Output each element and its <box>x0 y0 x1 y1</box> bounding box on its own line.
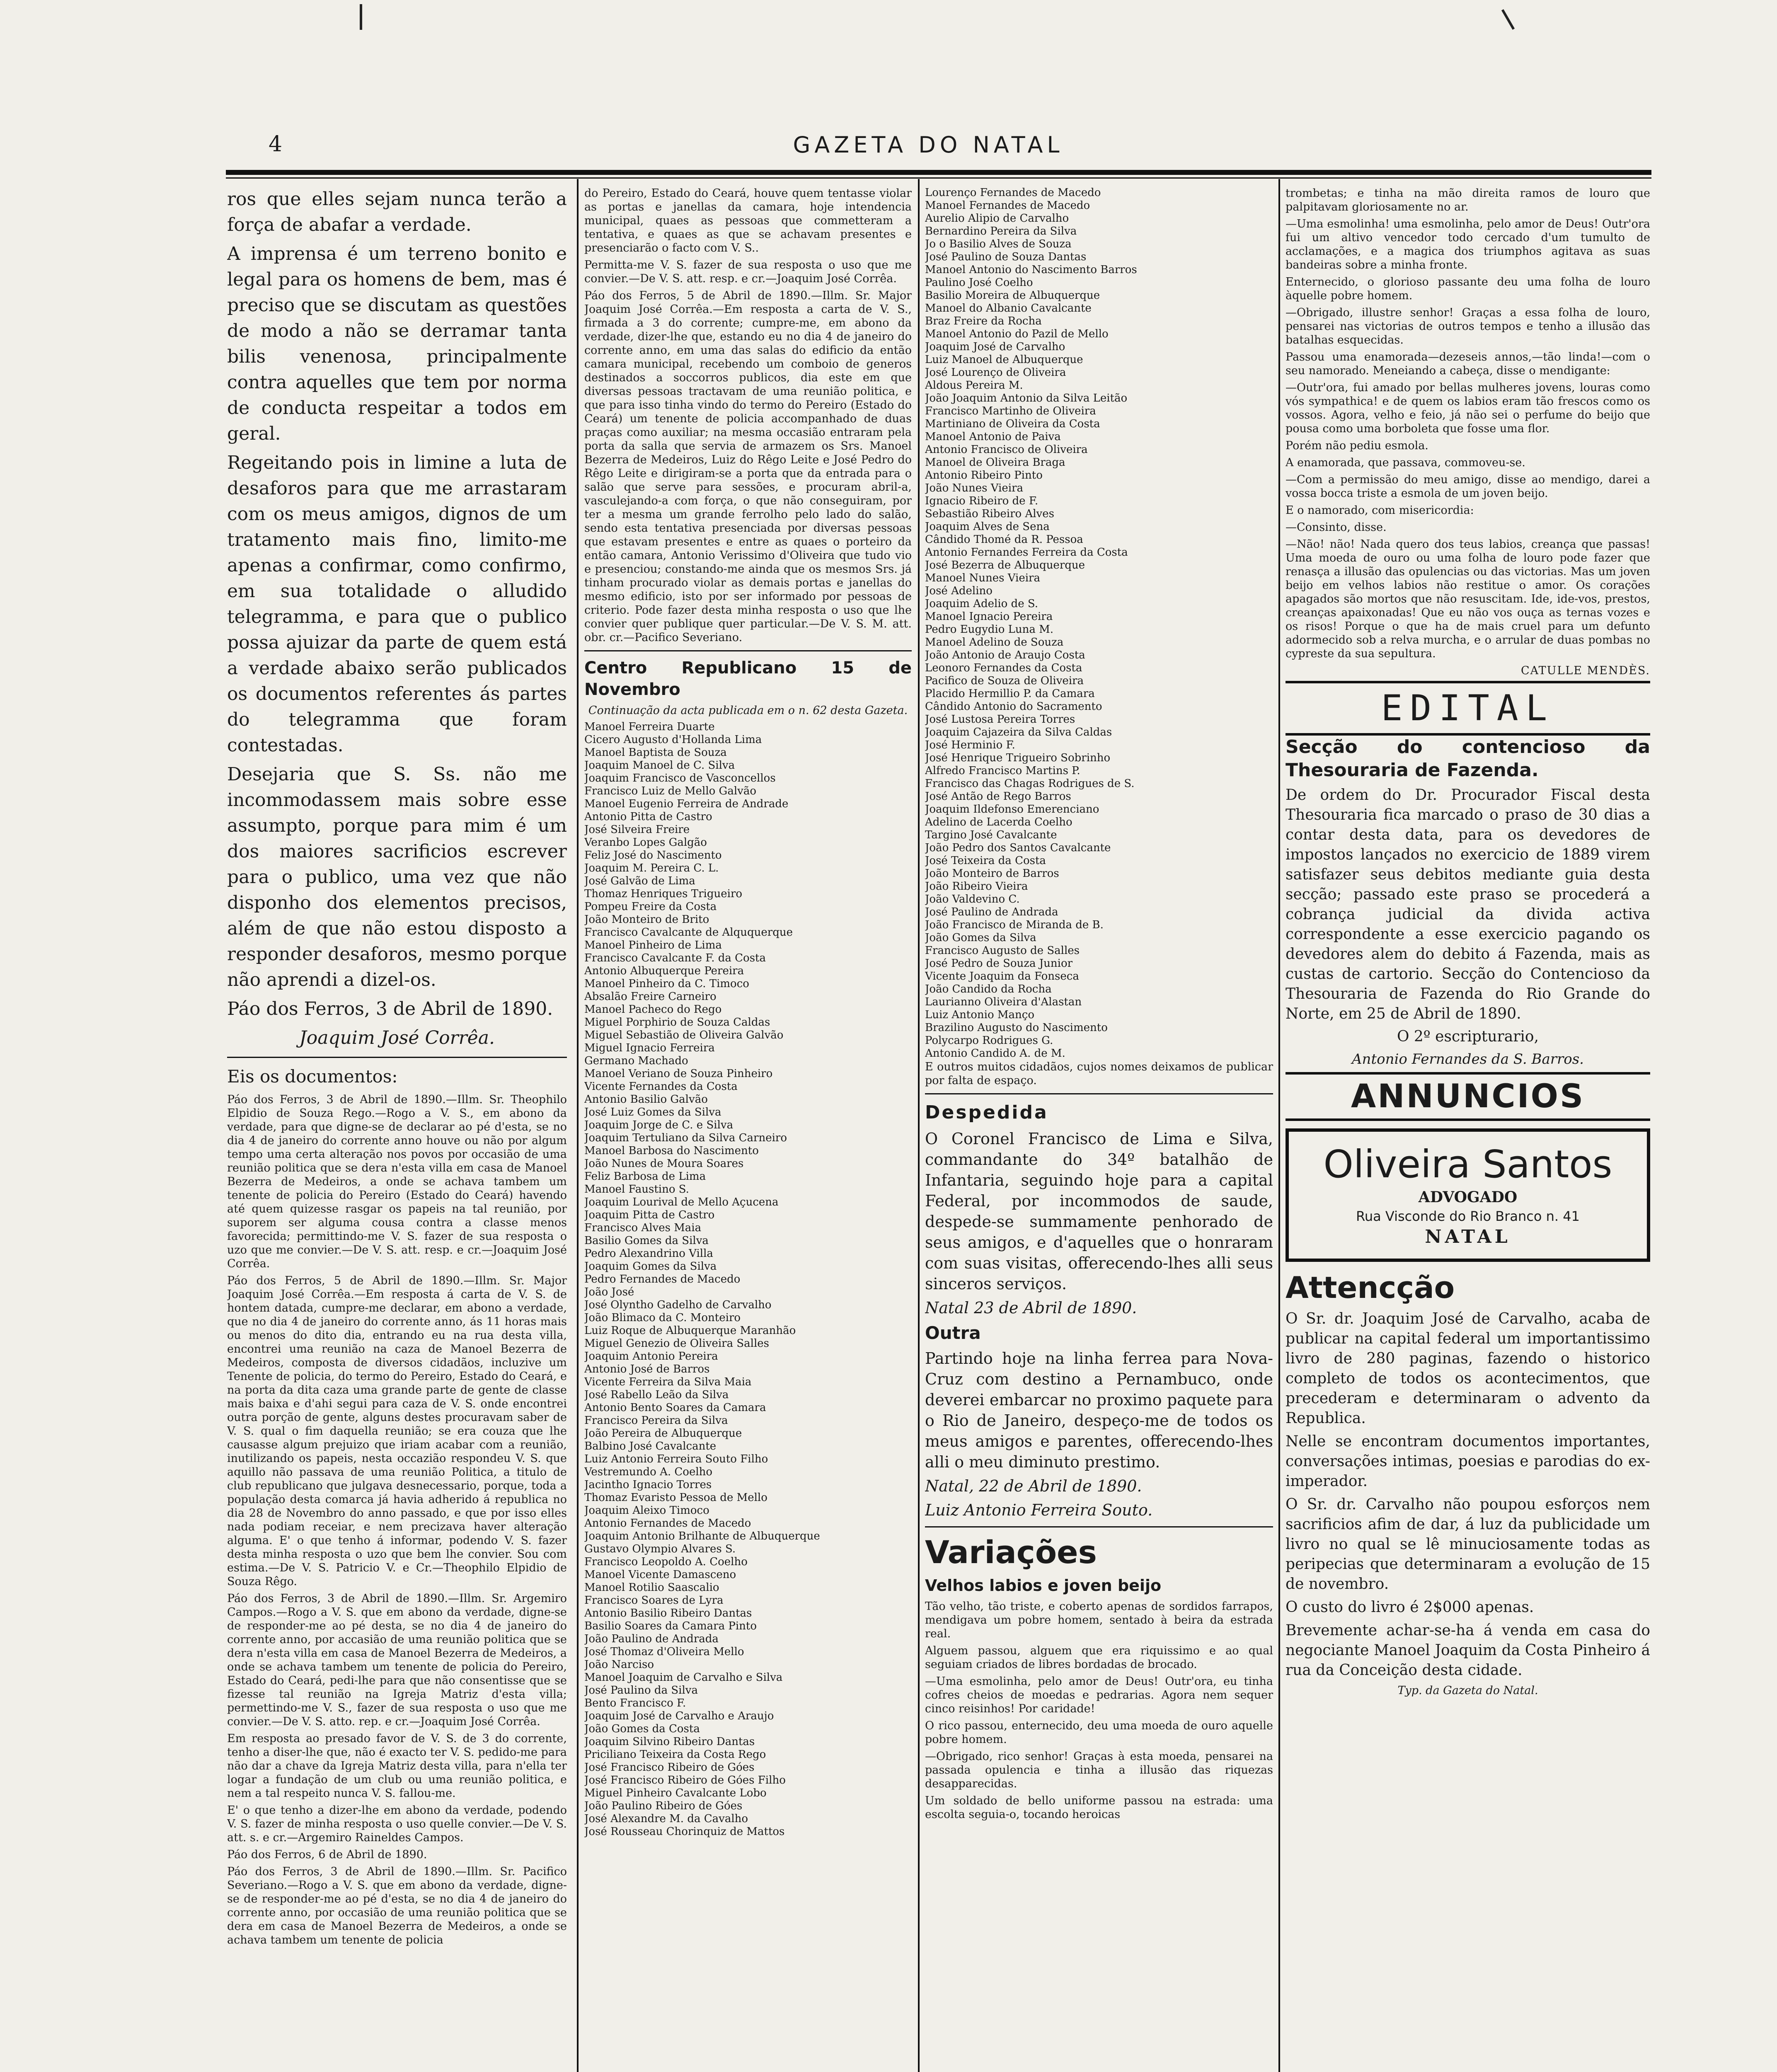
list-item: Manoel Antonio do Pazil de Mello <box>925 328 1109 340</box>
list-item: Antonio Basilio Galvão <box>584 1093 708 1106</box>
list-item: Adelino de Lacerda Coelho <box>925 816 1072 828</box>
paragraph: O Coronel Francisco de Lima e Silva, commandante do 34º batalhão de Infantaria, seguindo hoje para a capital Federal, por incommodos de saude, despede-se summamente penhorado de seus amigos, e d'aquelles que o honraram com suas visitas, offerecendo-lhes alli seus sinceros serviços. <box>925 1130 1273 1293</box>
list-item: José Olyntho Gadelho de Carvalho <box>584 1299 772 1311</box>
list-item: Francisco Luiz de Mello Galvão <box>584 785 756 797</box>
list-item: João Pereira de Albuquerque <box>584 1427 742 1440</box>
section-subtitle: Velhos labios e joven beijo <box>925 1576 1162 1595</box>
list-item: Francisco Pereira da Silva <box>584 1414 728 1427</box>
list-item: Aldous Pereira M. <box>925 379 1023 392</box>
list-item: Francisco Martinho de Oliveira <box>925 405 1096 417</box>
list-item: João Gomes da Silva <box>925 932 1036 944</box>
list-item: Miguel Genezio de Oliveira Salles <box>584 1337 770 1350</box>
list-item: Manoel Pinheiro de Lima <box>584 939 722 951</box>
list-item: Manoel Fernandes de Macedo <box>925 199 1090 212</box>
list-item: Joaquim Gomes da Silva <box>584 1260 717 1273</box>
list-item: Paulino José Coelho <box>925 276 1033 289</box>
paragraph: —Obrigado, illustre senhor! Graças a essa folha de louro, pensarei nas victorias de outros tempos e tenho a illusão das batalhas esquecidas. <box>1286 306 1650 346</box>
column-divider <box>918 179 920 2072</box>
ad-city: NATAL <box>1425 1226 1511 1247</box>
list-item: Francisco das Chagas Rodrigues de S. <box>925 777 1135 790</box>
list-item: José Paulino da Silva <box>584 1684 698 1697</box>
list-item: Thomaz Henriques Trigueiro <box>584 888 743 900</box>
list-item: José Adelino <box>925 585 993 597</box>
list-item: Joaquim Adelio de S. <box>925 598 1038 610</box>
document-text: do Pereiro, Estado do Ceará, houve quem tentasse violar as portas e janellas da camara, hoje intendencia municipal, quaes as pessoas que commetteram a tentativa, e quaes as que se achavam presentes e presenciarão o facto com V. S.. <box>584 187 912 254</box>
list-item: Pedro Alexandrino Villa <box>584 1247 713 1260</box>
paragraph: Regeitando pois in limine a luta de desaforos para que me arrastaram com os meus amigos, dignos de um tratamento mais fino, limito-me apenas a confirmar, como confirmo, em sua totalidade o alludido telegramma, e para que o publico possa ajuizar da parte de quem está a verdade abaixo serão publicados os documentos referentes ás partes do telegramma que foram contestadas. <box>227 452 567 756</box>
list-item: Miguel Porphirio de Souza Caldas <box>584 1016 770 1029</box>
list-item: Pacifico de Souza de Oliveira <box>925 675 1084 687</box>
paragraph: —Outr'ora, fui amado por bellas mulheres jovens, louras como vós sympathica! e de quem os labios eram tão frescos como os vossos. Agora, velho e feio, já não sei o perfume do beijo que pousa como uma borboleta que fosse uma flor. <box>1286 381 1650 435</box>
member-list <box>925 186 1273 1060</box>
document-text: Páo dos Ferros, 5 de Abril de 1890.—Illm. Sr. Major Joaquim José Corrêa.—Em resposta a carta de V. S., firmada a 3 do corrente; cumpre-me, em abono da verdade, dizer-lhe que, estando eu no dia 4 de janeiro do corrente anno, em uma das salas do edificio da então camara municipal, recebendo um comboio de generos destinados a soccorros publicos, dia este em que diversas pessoas tractavam de uma reunião politica, e que para isso tinha vindo do termo do Pereiro (Estado do Ceará) um tenente de policia accompanhado de duas praças como auxiliar; na mesma occasião entraram pela porta da salla que servia de armazem os Srs. Manoel Bezerra de Medeiros, Luiz do Rêgo Leite e José Pedro do Rêgo Leite e dirigiram-se a porta que da entrada para o salão que serve para sessões, e procuram abril-a, vasculejando-a com força, o que não conseguiram, por ter a mesma um grande ferrolho pelo lado do salão, sendo esta tentativa presenciada por diversas pessoas que estavam presentes e entre as quaes o porteiro da então camara, Antonio Verissimo d'Oliveira que tudo vio e presenciou; constando-me ainda que os mesmos Srs. já tinham procurado violar as demais portas e janellas do mesmo edificio, isto por ser informado por pessoas de criterio. Pode fazer desta minha resposta o uso que lhe convier quer publique quer particular.—De V. S. M. att. obr. cr.—Pacifico Severiano. <box>584 289 912 644</box>
list-item: Jacintho Ignacio Torres <box>584 1479 712 1491</box>
list-item: Basilio Moreira de Albuquerque <box>925 289 1100 302</box>
list-item: Miguel Ignacio Ferreira <box>584 1042 715 1054</box>
signature: Joaquim José Corrêa. <box>299 1027 495 1048</box>
document-text: Páo dos Ferros, 6 de Abril de 1890. <box>227 1848 427 1861</box>
list-item: Joaquim Antonio Brilhante de Albuquerque <box>584 1530 820 1542</box>
list-item: Joaquim Lourival de Mello Açucena <box>584 1196 779 1208</box>
document-text: Páo dos Ferros, 3 de Abril de 1890.—Illm. Sr. Pacifico Severiano.—Rogo a V. S. que em abono da verdade, digne-se de responder-me ao pé d'esta, se no dia 4 de janeiro do corrente anno, por occasião de uma reunião politica que se dera em casa de Manoel Bezerra de Medeiros, a onde se achava tambem um tenente de policia <box>227 1865 567 1946</box>
list-item: Antonio Candido A. de M. <box>925 1047 1065 1060</box>
list-item: Francisco Soares de Lyra <box>584 1594 724 1607</box>
list-item: Manoel Adelino de Souza <box>925 636 1064 649</box>
list-item: Joaquim José de Carvalho e Araujo <box>584 1710 774 1722</box>
column-4 <box>1286 186 1650 2072</box>
document-text: Páo dos Ferros, 3 de Abril de 1890.—Illm. Sr. Argemiro Campos.—Rogo a V. S. que em abono da verdade, digne-se de responder-me ao pé desta, se no dia 4 de janeiro do corrente anno, por accasião de uma reunião politica que se dera n'esta villa em casa de Manoel Bezerra de Medeiros, a onde se achava tambem um tenente de policia do Pereiro, Estado do Ceará, pedi-lhe para que não consentisse que se fizesse tal reunião na Igreja Matriz d'esta villa; permettindo-me V. S., fazer de sua resposta o uso que me convier.—De V. S. atto. rep. e cr.—Joaquim José Corrêa. <box>227 1592 567 1728</box>
list-item: José Silveira Freire <box>584 823 690 836</box>
list-item: Brazilino Augusto do Nascimento <box>925 1021 1108 1034</box>
document-text: Páo dos Ferros, 3 de Abril de 1890.—Illm. Sr. Theophilo Elpidio de Souza Rego.—Rogo a V. S., em abono da verdade, para que digne-se de declarar ao pé d'esta, se no dia 4 de janeiro do corrente anno houve ou não por algum tempo uma certa alteração nos povos por occasião de uma reunião politica que se dera n'esta villa em casa de Manoel Bezerra de Medeiros, a onde se achava tambem um tenente de policia do Pereiro (Estado do Ceará) havendo até quem quizesse rasgar os papeis na tal reunião, por suporem ser alguma cousa contra a classe menos favorecida; permittindo-me V. S. fazer de sua resposta o uzo que me convier.—De V. S. att. resp. e cr.—Joaquim José Corrêa. <box>227 1093 567 1270</box>
list-item: Balbino José Cavalcante <box>584 1440 717 1452</box>
column-2 <box>584 186 912 2072</box>
divider <box>584 650 912 651</box>
list-item: Joaquim Ildefonso Emerenciano <box>925 803 1099 816</box>
list-item: Braz Freire da Rocha <box>925 315 1042 327</box>
list-item: José Alexandre M. da Cavalho <box>584 1813 748 1825</box>
paragraph: —Com a permissão do meu amigo, disse ao mendigo, darei a vossa bocca triste a esmola de um joven beijo. <box>1286 473 1650 500</box>
section-title: Despedida <box>925 1102 1048 1123</box>
header-rule <box>226 170 1651 175</box>
paragraph: A imprensa é um terreno bonito e legal para os homens de bem, mas é preciso que se discutam as questões de modo a não se derramar tanta bilis venenosa, principalmente contra aquelles que tem por norma de conducta respeitar a todos em geral. <box>227 243 567 444</box>
list-item: Antonio Pitta de Castro <box>584 811 712 823</box>
list-item: Joaquim M. Pereira C. L. <box>584 862 719 874</box>
document-text: Em resposta ao presado favor de V. S. de 3 do corrente, tenho a diser-lhe que, não é exacto ter V. S. pedido-me para não dar a chave da Igreja Matriz desta villa, para n'ella ter logar a fundação de um club ou uma reunião politica, e nem a tal respeito nunca V. S. fallou-me. <box>227 1732 567 1800</box>
list-item: Manoel Ignacio Pereira <box>925 610 1053 623</box>
list-item: José Thomaz d'Oliveira Mello <box>584 1646 744 1658</box>
divider <box>227 1057 567 1058</box>
section-title: Outra <box>925 1323 981 1343</box>
header-rule-thin <box>226 177 1651 179</box>
list-item: Manoel Faustino S. <box>584 1183 689 1196</box>
list-item: Germano Machado <box>584 1055 688 1067</box>
list-item: Antonio Basilio Ribeiro Dantas <box>584 1607 752 1619</box>
list-item: Priciliano Teixeira da Costa Rego <box>584 1748 766 1761</box>
newspaper-title: GAZETA DO NATAL <box>793 132 1064 158</box>
list-item: José Francisco Ribeiro de Góes Filho <box>584 1774 786 1786</box>
column-divider <box>577 179 579 2072</box>
list-item: João Paulino de Andrada <box>584 1633 719 1645</box>
list-item: João Nunes de Moura Soares <box>584 1157 744 1170</box>
list-item: Antonio José de Barros <box>584 1363 710 1375</box>
list-item: Luiz Manoel de Albuquerque <box>925 353 1083 366</box>
paragraph: A enamorada, que passava, commoveu-se. <box>1286 456 1525 469</box>
list-item: Manoel Ferreira Duarte <box>584 721 715 733</box>
list-item: José Bezerra de Albuquerque <box>925 559 1085 571</box>
dateline: Natal 23 de Abril de 1890. <box>925 1299 1137 1317</box>
list-item: Laurianno Oliveira d'Alastan <box>925 996 1082 1008</box>
list-item: Francisco Augusto de Salles <box>925 944 1080 957</box>
paragraph: Porém não pediu esmola. <box>1286 439 1428 452</box>
list-item: Antonio Ribeiro Pinto <box>925 469 1043 482</box>
list-item: Pedro Fernandes de Macedo <box>584 1273 741 1285</box>
list-item: José Antão de Rego Barros <box>925 790 1071 803</box>
list-item: Vicente Ferreira da Silva Maia <box>584 1376 752 1388</box>
list-item: Luiz Roque de Albuquerque Maranhão <box>584 1324 796 1337</box>
ad-role: ADVOGADO <box>1418 1188 1518 1206</box>
list-item: Francisco Cavalcante de Alququerque <box>584 926 793 939</box>
edital-title: EDITAL <box>1286 681 1650 736</box>
list-item: João Monteiro de Barros <box>925 867 1059 880</box>
list-item: Cicero Augusto d'Hollanda Lima <box>584 733 762 746</box>
paragraph: Tão velho, tão triste, e coberto apenas de sordidos farrapos, mendigava um pobre homem, sentado à beira da estrada real. <box>925 1600 1273 1640</box>
paragraph: O rico passou, enternecido, deu uma moeda de ouro aquelle pobre homem. <box>925 1719 1273 1746</box>
paragraph: —Consinto, disse. <box>1286 521 1387 534</box>
scan-mark <box>360 4 362 30</box>
dateline: Páo dos Ferros, 3 de Abril de 1890. <box>227 998 553 1019</box>
column-divider <box>1278 179 1280 2072</box>
list-item: Thomaz Evaristo Pessoa de Mello <box>584 1491 767 1504</box>
list-item: Sebastião Ribeiro Alves <box>925 508 1054 520</box>
paragraph: Enternecido, o glorioso passante deu uma folha de louro àquelle pobre homem. <box>1286 276 1650 302</box>
list-item: Joaquim Antonio Pereira <box>584 1350 718 1363</box>
printer-line: Typ. da Gazeta do Natal. <box>1397 1684 1538 1697</box>
list-item: José Paulino de Andrada <box>925 906 1058 918</box>
list-item: Antonio Fernandes de Macedo <box>584 1517 751 1530</box>
paragraph: Nelle se encontram documentos importantes, conversações intimas, poesias e parodias do ex-imperador. <box>1286 1433 1650 1490</box>
list-item: Pompeu Freire da Costa <box>584 900 717 913</box>
document-text: Páo dos Ferros, 5 de Abril de 1890.—Illm. Sr. Major Joaquim José Corrêa.—Em resposta á carta de V. S. de hontem datada, cumpre-me declarar, em abono a verdade, que no dia 4 de janeiro do corrente anno, ás 11 horas mais ou menos do dito dia, entrando eu na rua desta villa, encontrei uma reunião na caza de Manoel Bezerra de Medeiros, composta de diversos cidadãos, incluzive um Tenente de policia, do termo do Pereiro, Estado do Ceará, e na porta da dita caza uma grande parte de gente de classe mais baixa e d'ahi segui para caza de V. S. onde encontrei outra porção de gente, alguns destes procuravam saber de V. S. qual o fim daquella reunião; se era couza que lhe causasse algum prejuizo que iriam acabar com a reunião, inutilizando os papeis, nesta occazião respondeu V. S. que aquillo não passava de uma reunião Politica, a titulo de club republicano que julgava desnecessario, porque, toda a população desta comarca já havia adherido á republica no dia 28 de Novembro do anno passado, e que por isso elles nada podiam receiar, e nem precizava haver alteração alguma. E' o que tenho á informar, podendo V. S. fazer desta minha resposta o uzo que bem lhe convier. Sou com estima.—De V. S. Patricio V. e Cr.—Theophilo Elpidio de Souza Rêgo. <box>227 1274 567 1588</box>
list-item: Joaquim Pitta de Castro <box>584 1209 715 1221</box>
list-item: Feliz Barbosa de Lima <box>584 1170 706 1183</box>
list-item: Basilio Soares da Camara Pinto <box>584 1620 757 1632</box>
column-1 <box>227 186 567 2072</box>
list-item: José Galvão de Lima <box>584 875 695 887</box>
list-item: Vicente Joaquim da Fonseca <box>925 970 1079 983</box>
ad-address: Rua Visconde do Rio Branco n. 41 <box>1356 1208 1580 1224</box>
list-item: Leonoro Fernandes da Costa <box>925 662 1082 674</box>
list-item: Manoel de Oliveira Braga <box>925 456 1065 469</box>
paragraph: E o namorado, com misericordia: <box>1286 504 1474 517</box>
list-item: João Nunes Vieira <box>925 482 1023 494</box>
list-item: Bernardino Pereira da Silva <box>925 225 1077 237</box>
paragraph: ros que elles sejam nunca terão a força de abafar a verdade. <box>227 189 567 235</box>
list-item: José Pedro de Souza Junior <box>925 957 1073 970</box>
paragraph: Alguem passou, alguem que era riquissimo e ao qual seguiam criados de libres bordadas de brocado. <box>925 1644 1273 1671</box>
section-title: Variações <box>925 1534 1097 1571</box>
divider <box>925 1526 1273 1527</box>
list-item: Manoel Vicente Damasceno <box>584 1569 736 1581</box>
author: CATULLE MENDÈS. <box>1520 664 1650 677</box>
list-item: Miguel Sebastião de Oliveira Galvão <box>584 1029 784 1041</box>
list-item: Jo o Basilio Alves de Souza <box>925 238 1072 250</box>
list-item: Francisco Cavalcante F. da Costa <box>584 952 766 964</box>
advertisement-box <box>1286 1128 1650 1262</box>
annuncios-title: ANNUNCIOS <box>1286 1072 1650 1121</box>
list-item: José Paulino de Souza Dantas <box>925 251 1087 263</box>
list-item: Manoel Barbosa do Nascimento <box>584 1145 759 1157</box>
list-item: Cândido Antonio do Sacramento <box>925 700 1102 713</box>
list-item: Manoel Pacheco do Rego <box>584 1003 722 1016</box>
list-item: João Valdevino C. <box>925 893 1020 905</box>
list-note: E outros muitos cidadãos, cujos nomes deixamos de publicar por falta de espaço. <box>925 1060 1273 1087</box>
signature: Luiz Antonio Ferreira Souto. <box>925 1501 1153 1519</box>
list-item: Pedro Eugydio Luna M. <box>925 623 1054 636</box>
document-text: E' o que tenho a dizer-lhe em abono da verdade, podendo V. S. fazer de minha resposta o uso quelle convier.—De V. S. att. s. e cr.—Argemiro Raineldes Campos. <box>227 1804 567 1844</box>
list-item: Martiniano de Oliveira da Costa <box>925 418 1100 430</box>
list-item: Antonio Francisco de Oliveira <box>925 443 1088 456</box>
signature: Antonio Fernandes da S. Barros. <box>1352 1051 1584 1067</box>
list-item: Luiz Antonio Ferreira Souto Filho <box>584 1453 768 1465</box>
list-item: Lourenço Fernandes de Macedo <box>925 186 1101 199</box>
list-item: Manoel Nunes Vieira <box>925 572 1040 584</box>
list-item: Joaquim Francisco de Vasconcellos <box>584 772 776 784</box>
list-item: João Monteiro de Brito <box>584 913 709 926</box>
list-item: Miguel Pinheiro Cavalcante Lobo <box>584 1787 767 1799</box>
list-item: Aurelio Alipio de Carvalho <box>925 212 1069 225</box>
section-subtitle: Continuação da acta publicada em o n. 62 desta Gazeta. <box>588 704 908 717</box>
list-item: Placido Hermillio P. da Camara <box>925 687 1095 700</box>
list-item: Antonio Albuquerque Pereira <box>584 965 744 977</box>
list-item: Antonio Bento Soares da Camara <box>584 1402 766 1414</box>
section-subtitle: Secção do contencioso da Thesouraria de Fazenda. <box>1286 736 1650 781</box>
list-item: José Lustosa Pereira Torres <box>925 713 1075 726</box>
list-item: Luiz Antonio Manço <box>925 1009 1034 1021</box>
list-item: Joaquim Aleixo Timoco <box>584 1504 709 1517</box>
list-item: Joaquim Silvino Ribeiro Dantas <box>584 1736 755 1748</box>
paragraph: De ordem do Dr. Procurador Fiscal desta Thesouraria fica marcado o praso de 30 dias a contar desta data, para os devedores de impostos lançados no exercicio de 1889 virem satisfazer seus debitos mediante guia desta secção; passado este praso se procederá a cobrança judicial da divida activa correspondente a esse exercicio pagando os devedores alem do debito á Fazenda, mais as custas de cartorio. Secção do Contencioso da Thesouraria de Fazenda do Rio Grande do Norte, em 25 de Abril de 1890. <box>1286 787 1650 1022</box>
column-3 <box>925 186 1273 2072</box>
section-title: Attencção <box>1286 1270 1455 1305</box>
list-item: João José <box>584 1286 634 1298</box>
list-item: Alfredo Francisco Martins P. <box>925 765 1080 777</box>
list-item: José Herminio F. <box>925 739 1015 751</box>
list-item: Targino José Cavalcante <box>925 829 1057 841</box>
list-item: Antonio Fernandes Ferreira da Costa <box>925 546 1128 559</box>
document-text: Permitta-me V. S. fazer de sua resposta o uso que me convier.—De V. S. att. resp. e cr.—Joaquim José Corrêa. <box>584 259 912 285</box>
list-item: João Narciso <box>584 1658 654 1671</box>
paragraph: trombetas; e tinha na mão direita ramos de louro que palpitavam gloriosamente no ar. <box>1286 187 1650 213</box>
paragraph: Um soldado de bello uniforme passou na estrada: uma escolta seguia-o, tocando heroicas <box>925 1794 1273 1821</box>
list-item: Joaquim Tertuliano da Silva Carneiro <box>584 1132 787 1144</box>
section-title: Centro Republicano 15 de Novembro <box>584 658 912 699</box>
list-item: Vestremundo A. Coelho <box>584 1466 713 1478</box>
list-item: José Henrique Trigueiro Sobrinho <box>925 752 1111 764</box>
list-item: José Rousseau Chorinquiz de Mattos <box>584 1825 785 1838</box>
list-item: Manoel Rotilio Saascalio <box>584 1581 719 1594</box>
paragraph: Partindo hoje na linha ferrea para Nova-Cruz com destino a Pernambuco, onde deverei embarcar no proximo paquete para o Rio de Janeiro, despeço-me de todos os meus amigos e parentes, offerecendo-lhes alli o meu diminuto prestimo. <box>925 1349 1273 1471</box>
list-item: José Francisco Ribeiro de Góes <box>584 1761 755 1774</box>
paragraph: —Obrigado, rico senhor! Graças à esta moeda, pensarei na passada opulencia e tinha a illusão das riquezas desapparecidas. <box>925 1750 1273 1790</box>
member-list <box>584 721 912 1838</box>
scan-mark <box>1501 9 1515 30</box>
paragraph: O Sr. dr. Joaquim José de Carvalho, acaba de publicar na capital federal um importantissimo livro de 280 paginas, fazendo o historico completo de todos os acontecimentos, que precederam e determinaram o advento da Republica. <box>1286 1310 1650 1427</box>
list-item: Joaquim José de Carvalho <box>925 341 1065 353</box>
paragraph: O Sr. dr. Carvalho não poupou esforços nem sacrificios afim de dar, á luz da publicidade um livro no qual se lê minuciosamente todas as peripecias que determinaram a evolução de 15 de novembro. <box>1286 1496 1650 1593</box>
list-item: Absalão Freire Carneiro <box>584 990 717 1003</box>
list-item: Manoel Joaquim de Carvalho e Silva <box>584 1671 783 1684</box>
paragraph: Passou uma enamorada—dezeseis annos,—tão linda!—com o seu namorado. Meneiando a cabeça, disse o mendigante: <box>1286 351 1650 377</box>
list-item: Manoel Veriano de Souza Pinheiro <box>584 1067 773 1080</box>
list-item: Vicente Fernandes da Costa <box>584 1080 738 1093</box>
list-item: Joaquim Manoel de C. Silva <box>584 759 735 772</box>
list-item: Joaquim Cajazeira da Silva Caldas <box>925 726 1112 738</box>
list-item: João Pedro dos Santos Cavalcante <box>925 842 1111 854</box>
paragraph: Desejaria que S. Ss. não me incommodassem mais sobre esse assumpto, porque para mim é um dos maiores sacrificios escrever para o publico, uma vez que não disponho dos elementos precisos, além de que não estou disposto a responder desaforos, mesmo porque não aprendi a dizel-os. <box>227 764 567 990</box>
list-item: Gustavo Olympio Alvares S. <box>584 1543 736 1555</box>
role-line: O 2º escripturario, <box>1397 1028 1539 1045</box>
list-item: Francisco Leopoldo A. Coelho <box>584 1556 748 1568</box>
list-item: Joaquim Alves de Sena <box>925 520 1050 533</box>
page-number: 4 <box>269 132 283 157</box>
list-item: Manoel do Albanio Cavalcante <box>925 302 1092 315</box>
list-item: Manoel Pinheiro da C. Timoco <box>584 978 749 990</box>
list-item: João Paulino Ribeiro de Góes <box>584 1800 743 1812</box>
dateline: Natal, 22 de Abril de 1890. <box>925 1477 1142 1495</box>
paragraph: Brevemente achar-se-ha á venda em casa do negociante Manoel Joaquim da Costa Pinheiro á rua da Conceição desta cidade. <box>1286 1622 1650 1679</box>
list-item: José Rabello Leão da Silva <box>584 1389 729 1401</box>
list-item: José Lourenço de Oliveira <box>925 366 1066 379</box>
list-item: Veranbo Lopes Galgão <box>584 836 707 849</box>
list-item: Manoel Eugenio Ferreira de Andrade <box>584 798 789 810</box>
paragraph: —Uma esmolinha! uma esmolinha, pelo amor de Deus! Outr'ora fui um altivo vencedor todo cercado d'um tumulto de acclamações, e a magica dos triumphos agitava as suas bandeiras sobre a minha fronte. <box>1286 218 1650 271</box>
list-item: João Blimaco da C. Monteiro <box>584 1312 741 1324</box>
list-item: João Antonio de Araujo Costa <box>925 649 1085 661</box>
list-item: Feliz José do Nascimento <box>584 849 722 862</box>
list-item: Bento Francisco F. <box>584 1697 686 1709</box>
list-item: João Gomes da Costa <box>584 1723 700 1735</box>
list-item: Basilio Gomes da Silva <box>584 1234 709 1247</box>
section-heading: Eis os documentos: <box>227 1066 398 1087</box>
list-item: José Luiz Gomes da Silva <box>584 1106 721 1118</box>
list-item: Polycarpo Rodrigues G. <box>925 1034 1053 1047</box>
list-item: João Francisco de Miranda de B. <box>925 919 1104 931</box>
paragraph: —Uma esmolinha, pelo amor de Deus! Outr'ora, eu tinha cofres cheios de moedas e pedrarias. Agora nem sequer cinco reisinhos! Por caridade! <box>925 1675 1273 1715</box>
list-item: João Joaquim Antonio da Silva Leitão <box>925 392 1128 404</box>
paragraph: —Não! não! Nada quero dos teus labios, creança que passas! Uma moeda de ouro ou uma folha de louro pode fazer que renasça a illusão das opulencias ou das victorias. Mas um joven beijo em velhos labios não restitue o amor. Os corações apagados são mortos que não resuscitam. Ide, ide-vos, prestos, creanças apaixonadas! Que eu não vos ouça as ternas vozes e os risos! Porque o que ha de mais cruel para um defunto adormecido sob a relva murcha, e o arrular de duas pombas no cypreste da sua sepultura. <box>1286 538 1650 660</box>
divider <box>925 1093 1273 1094</box>
list-item: João Ribeiro Vieira <box>925 880 1028 893</box>
list-item: João Candido da Rocha <box>925 983 1052 995</box>
list-item: José Teixeira da Costa <box>925 854 1046 867</box>
paragraph: O custo do livro é 2$000 apenas. <box>1286 1599 1534 1616</box>
list-item: Joaquim Jorge de C. e Silva <box>584 1119 734 1131</box>
list-item: Francisco Alves Maia <box>584 1222 702 1234</box>
list-item: Manoel Antonio de Paiva <box>925 431 1061 443</box>
list-item: Ignacio Ribeiro de F. <box>925 495 1039 507</box>
list-item: Manoel Antonio do Nascimento Barros <box>925 264 1137 276</box>
ad-name: Oliveira Santos <box>1323 1142 1612 1186</box>
list-item: Manoel Baptista de Souza <box>584 746 727 759</box>
list-item: Cândido Thomé da R. Pessoa <box>925 533 1083 546</box>
